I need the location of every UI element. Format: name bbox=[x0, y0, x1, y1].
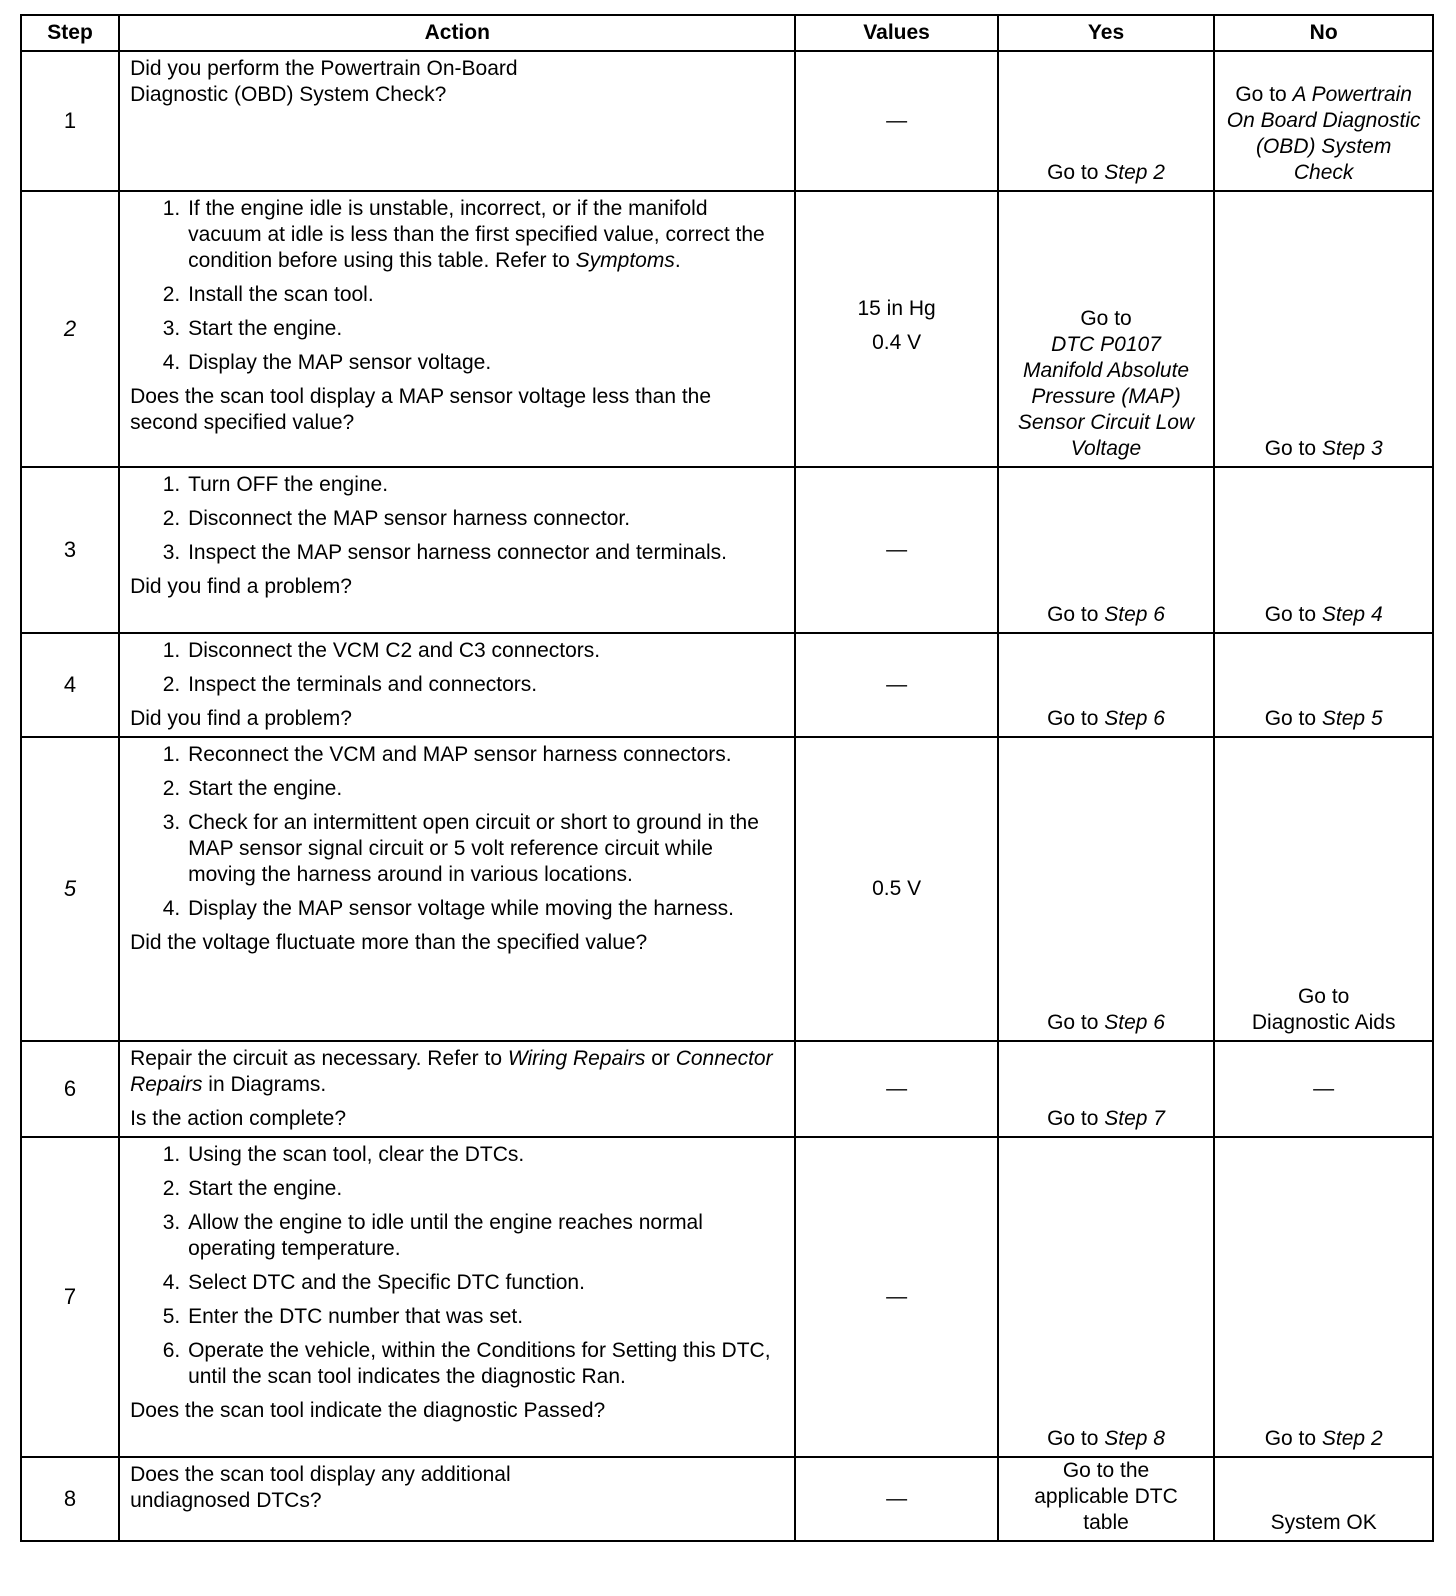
no-cell bbox=[1214, 191, 1433, 467]
action-cell bbox=[119, 191, 795, 467]
values-cell: — bbox=[795, 633, 997, 737]
list-item: 5. Enter the DTC number that was set. bbox=[186, 1304, 784, 1330]
value-voltage: 0.4 V bbox=[872, 331, 922, 354]
table-row bbox=[21, 51, 1433, 191]
yes-link[interactable]: Step 8 bbox=[1104, 1427, 1165, 1450]
action-question: Does the scan tool display a MAP sensor voltage less than the second specified value? bbox=[130, 385, 712, 434]
header-yes: Yes bbox=[998, 15, 1215, 51]
table-row bbox=[21, 1041, 1433, 1137]
action-cell bbox=[119, 1041, 795, 1137]
list-item: 2. Disconnect the MAP sensor harness connector. bbox=[186, 506, 784, 532]
values-cell bbox=[795, 191, 997, 467]
list-item: 1. If the engine idle is unstable, incorrect, or if the manifold vacuum at idle is less than the first specified value, correct the condition before using this table. Refer to Symptoms. bbox=[186, 196, 784, 274]
step-number: 6 bbox=[21, 1041, 119, 1137]
action-question: Did the voltage fluctuate more than the specified value? bbox=[130, 931, 648, 954]
no-cell bbox=[1214, 737, 1433, 1041]
header-step: Step bbox=[21, 15, 119, 51]
action-list bbox=[130, 196, 784, 376]
yes-cell bbox=[998, 1137, 1215, 1457]
action-question: Is the action complete? bbox=[130, 1107, 347, 1130]
no-prefix: Go to bbox=[1235, 83, 1293, 106]
wiring-repairs-link[interactable]: Wiring Repairs bbox=[507, 1047, 646, 1070]
action-cell bbox=[119, 633, 795, 737]
no-cell: System OK bbox=[1214, 1457, 1433, 1541]
yes-cell bbox=[998, 1457, 1215, 1541]
header-no: No bbox=[1214, 15, 1433, 51]
table-row bbox=[21, 1137, 1433, 1457]
yes-prefix: Go to bbox=[1047, 1107, 1105, 1130]
yes-cell bbox=[998, 1041, 1215, 1137]
no-prefix: Go to bbox=[1297, 985, 1350, 1008]
action-cell bbox=[119, 1137, 795, 1457]
list-item: 1. Reconnect the VCM and MAP sensor harness connectors. bbox=[186, 742, 784, 768]
list-item: 3. Inspect the MAP sensor harness connector and terminals. bbox=[186, 540, 784, 566]
step-number: 2 bbox=[21, 191, 119, 467]
table-row bbox=[21, 1457, 1433, 1541]
action-lead: Repair the circuit as necessary. Refer to Wiring Repairs or Connector Repairs in Diagrams. bbox=[130, 1047, 773, 1096]
values-cell: 0.5 V bbox=[795, 737, 997, 1041]
values-cell: — bbox=[795, 51, 997, 191]
list-item: 6. Operate the vehicle, within the Conditions for Setting this DTC, until the scan tool indicates the diagnostic Ran. bbox=[186, 1338, 784, 1390]
yes-link[interactable]: Step 7 bbox=[1104, 1107, 1165, 1130]
no-link[interactable]: Step 5 bbox=[1321, 707, 1383, 730]
list-item: 3. Allow the engine to idle until the engine reaches normal operating temperature. bbox=[186, 1210, 784, 1262]
yes-cell bbox=[998, 633, 1215, 737]
list-item: 3. Check for an intermittent open circuit or short to ground in the MAP sensor signal circuit or 5 volt reference circuit while moving the harness around in various locations. bbox=[186, 810, 784, 888]
list-item: 2. Inspect the terminals and connectors. bbox=[186, 672, 784, 698]
value-vacuum: 15 in Hg bbox=[857, 297, 936, 320]
no-link[interactable]: Step 3 bbox=[1321, 437, 1383, 460]
step-number: 5 bbox=[21, 737, 119, 1041]
yes-prefix: Go to bbox=[1047, 603, 1105, 626]
list-item: 2. Install the scan tool. bbox=[186, 282, 784, 308]
values-cell: — bbox=[795, 1041, 997, 1137]
yes-link[interactable]: Step 2 bbox=[1104, 161, 1165, 184]
action-list bbox=[130, 742, 784, 922]
no-prefix: Go to bbox=[1264, 603, 1322, 626]
yes-cell bbox=[998, 467, 1215, 633]
list-item: 1. Turn OFF the engine. bbox=[186, 472, 784, 498]
no-prefix: Go to bbox=[1264, 707, 1322, 730]
header-row bbox=[21, 15, 1433, 51]
yes-prefix: Go to bbox=[1080, 307, 1132, 330]
no-cell bbox=[1214, 633, 1433, 737]
connector-repairs-link[interactable]: Connector Repairs bbox=[130, 1047, 773, 1096]
yes-link[interactable]: Step 6 bbox=[1104, 603, 1165, 626]
list-item: 2. Start the engine. bbox=[186, 1176, 784, 1202]
action-list bbox=[130, 1142, 784, 1390]
table-row bbox=[21, 467, 1433, 633]
list-item: 2. Start the engine. bbox=[186, 776, 784, 802]
no-link[interactable]: A Powertrain On Board Diagnostic (OBD) System Check bbox=[1226, 83, 1421, 184]
yes-prefix: Go to bbox=[1047, 707, 1105, 730]
action-list bbox=[130, 638, 784, 698]
list-item: 1. Using the scan tool, clear the DTCs. bbox=[186, 1142, 784, 1168]
table-row bbox=[21, 191, 1433, 467]
action-question: Does the scan tool indicate the diagnostic Passed? bbox=[130, 1399, 606, 1422]
table-row bbox=[21, 737, 1433, 1041]
action-question: Does the scan tool display any additional undiagnosed DTCs? bbox=[130, 1463, 511, 1512]
step-number: 1 bbox=[21, 51, 119, 191]
action-cell bbox=[119, 1457, 795, 1541]
yes-prefix: Go to bbox=[1047, 161, 1105, 184]
yes-cell bbox=[998, 51, 1215, 191]
step-number: 4 bbox=[21, 633, 119, 737]
header-action: Action bbox=[119, 15, 795, 51]
action-question: Did you find a problem? bbox=[130, 707, 352, 730]
list-item: 1. Disconnect the VCM C2 and C3 connectors. bbox=[186, 638, 784, 664]
no-cell bbox=[1214, 467, 1433, 633]
action-list bbox=[130, 472, 784, 566]
action-cell bbox=[119, 737, 795, 1041]
symptoms-link[interactable]: Symptoms bbox=[575, 249, 675, 272]
yes-link[interactable]: Step 6 bbox=[1104, 707, 1165, 730]
header-values: Values bbox=[795, 15, 997, 51]
no-prefix: Go to bbox=[1264, 437, 1322, 460]
dtc-table-link[interactable]: Go to the applicable DTC table bbox=[1034, 1459, 1178, 1534]
yes-prefix: Go to bbox=[1047, 1427, 1105, 1450]
yes-cell bbox=[998, 737, 1215, 1041]
action-cell bbox=[119, 51, 795, 191]
diagnostic-aids-link[interactable]: Diagnostic Aids bbox=[1251, 1011, 1396, 1034]
step-number: 8 bbox=[21, 1457, 119, 1541]
action-cell bbox=[119, 467, 795, 633]
list-item: 4. Display the MAP sensor voltage. bbox=[186, 350, 784, 376]
values-cell: — bbox=[795, 1137, 997, 1457]
step-number: 3 bbox=[21, 467, 119, 633]
list-item: 3. Start the engine. bbox=[186, 316, 784, 342]
no-link[interactable]: Step 4 bbox=[1321, 603, 1383, 626]
values-cell: — bbox=[795, 1457, 997, 1541]
yes-link[interactable]: Step 6 bbox=[1104, 1011, 1165, 1034]
action-question: Did you find a problem? bbox=[130, 575, 352, 598]
no-cell bbox=[1214, 1137, 1433, 1457]
diagnostic-table bbox=[20, 14, 1434, 1542]
list-item: 4. Select DTC and the Specific DTC function. bbox=[186, 1270, 784, 1296]
no-prefix: Go to bbox=[1264, 1427, 1322, 1450]
step-number: 7 bbox=[21, 1137, 119, 1457]
yes-cell bbox=[998, 191, 1215, 467]
list-item: 4. Display the MAP sensor voltage while moving the harness. bbox=[186, 896, 784, 922]
yes-prefix: Go to bbox=[1047, 1011, 1105, 1034]
no-cell bbox=[1214, 51, 1433, 191]
yes-link[interactable]: DTC P0107 Manifold Absolute Pressure (MAP) Sensor Circuit Low Voltage bbox=[1017, 333, 1195, 460]
values-cell: — bbox=[795, 467, 997, 633]
action-question: Did you perform the Powertrain On-Board Diagnostic (OBD) System Check? bbox=[130, 57, 518, 106]
no-cell: — bbox=[1214, 1041, 1433, 1137]
table-row bbox=[21, 633, 1433, 737]
no-link[interactable]: Step 2 bbox=[1321, 1427, 1383, 1450]
